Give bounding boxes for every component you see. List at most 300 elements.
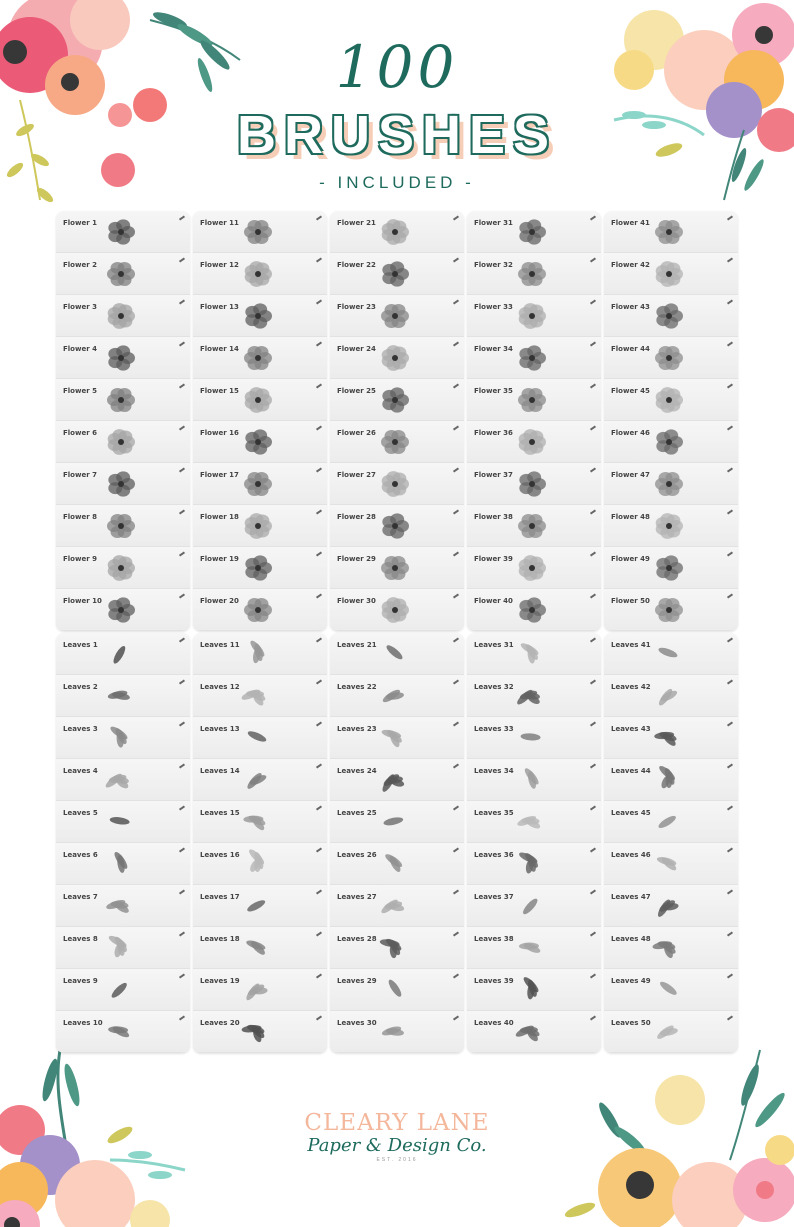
brush-cell[interactable]: [330, 633, 464, 675]
brush-cell[interactable]: [330, 505, 464, 547]
flower-brush-icon: [652, 299, 686, 333]
leaf-brush-icon: [652, 931, 686, 965]
flower-brush-icon: [652, 383, 686, 417]
pencil-icon: [727, 593, 733, 598]
leaf-brush-icon: [378, 763, 412, 797]
leaf-brush-icon: [515, 973, 549, 1007]
brush-label: Flower 43: [611, 303, 650, 311]
brush-cell[interactable]: [330, 379, 464, 421]
leaf-brush-icon: [378, 637, 412, 671]
brush-cell[interactable]: [56, 379, 190, 421]
brush-cell[interactable]: [193, 675, 327, 717]
pencil-icon: [453, 551, 459, 556]
leaf-brush-icon: [378, 931, 412, 965]
brush-label: Leaves 2: [63, 683, 98, 691]
leaf-brush-icon: [515, 1015, 549, 1049]
flower-brush-icon: [241, 425, 275, 459]
leaf-brush-icon: [104, 679, 138, 713]
brush-label: Flower 31: [474, 219, 513, 227]
pencil-icon: [727, 931, 733, 936]
leaf-brush-icon: [241, 931, 275, 965]
flower-brush-icon: [378, 383, 412, 417]
flower-brush-icon: [515, 551, 549, 585]
leaf-brush-icon: [515, 679, 549, 713]
pencil-icon: [453, 847, 459, 852]
pencil-icon: [590, 679, 596, 684]
pencil-icon: [727, 763, 733, 768]
pencil-icon: [453, 257, 459, 262]
pencil-icon: [453, 805, 459, 810]
flowers-panel: [330, 211, 464, 631]
leaf-brush-icon: [652, 973, 686, 1007]
brush-label: Leaves 34: [474, 767, 514, 775]
pencil-icon: [179, 1015, 185, 1020]
leaf-brush-icon: [104, 1015, 138, 1049]
brush-cell[interactable]: [467, 1011, 601, 1053]
brush-cell[interactable]: [604, 1011, 738, 1053]
brush-cell[interactable]: [193, 589, 327, 631]
flower-brush-icon: [241, 215, 275, 249]
brush-label: Flower 22: [337, 261, 376, 269]
header: [0, 0, 794, 205]
pencil-icon: [453, 721, 459, 726]
brush-cell[interactable]: [193, 421, 327, 463]
brush-label: Flower 24: [337, 345, 376, 353]
brush-cell[interactable]: [193, 633, 327, 675]
pencil-icon: [453, 973, 459, 978]
brand-tagline: Paper & Design Co.: [307, 1135, 487, 1156]
brush-cell[interactable]: [467, 801, 601, 843]
pencil-icon: [316, 467, 322, 472]
brush-cell[interactable]: [330, 675, 464, 717]
brush-cell[interactable]: [193, 1011, 327, 1053]
pencil-icon: [453, 763, 459, 768]
brush-cell[interactable]: [467, 675, 601, 717]
brush-label: Flower 26: [337, 429, 376, 437]
brush-cell[interactable]: [467, 547, 601, 589]
brush-cell[interactable]: [330, 843, 464, 885]
brush-cell[interactable]: [467, 843, 601, 885]
brush-cell[interactable]: [193, 463, 327, 505]
brush-cell[interactable]: [330, 969, 464, 1011]
brush-label: Leaves 24: [337, 767, 377, 775]
brush-label: Flower 25: [337, 387, 376, 395]
leaf-brush-icon: [241, 637, 275, 671]
leaf-brush-icon: [652, 847, 686, 881]
brush-cell[interactable]: [330, 211, 464, 253]
brush-label: Leaves 40: [474, 1019, 514, 1027]
brush-label: Flower 4: [63, 345, 97, 353]
brush-label: Leaves 32: [474, 683, 514, 691]
flower-brush-icon: [378, 425, 412, 459]
flower-brush-icon: [104, 215, 138, 249]
pencil-icon: [179, 931, 185, 936]
leaf-brush-icon: [378, 721, 412, 755]
brush-label: Flower 32: [474, 261, 513, 269]
pencil-icon: [316, 679, 322, 684]
brush-cell[interactable]: [467, 463, 601, 505]
brush-cell[interactable]: [56, 927, 190, 969]
leaf-brush-icon: [104, 637, 138, 671]
brush-cell[interactable]: [193, 337, 327, 379]
flower-brush-icon: [378, 593, 412, 627]
flower-brush-icon: [378, 215, 412, 249]
brush-label: Flower 28: [337, 513, 376, 521]
brush-cell[interactable]: [193, 843, 327, 885]
brush-cell[interactable]: [330, 885, 464, 927]
brush-cell[interactable]: [56, 675, 190, 717]
flower-brush-icon: [652, 593, 686, 627]
brush-cell[interactable]: [330, 589, 464, 631]
brush-cell[interactable]: [56, 463, 190, 505]
brush-label: Leaves 19: [200, 977, 240, 985]
brush-label: Leaves 41: [611, 641, 651, 649]
flower-brush-icon: [104, 425, 138, 459]
flowers-panel: [56, 211, 190, 631]
leaf-brush-icon: [652, 679, 686, 713]
brush-cell[interactable]: [193, 969, 327, 1011]
brush-cell[interactable]: [467, 253, 601, 295]
leaf-brush-icon: [104, 973, 138, 1007]
brush-cell[interactable]: [604, 759, 738, 801]
brush-label: Leaves 30: [337, 1019, 377, 1027]
flower-brush-icon: [652, 551, 686, 585]
flower-brush-icon: [652, 341, 686, 375]
brush-label: Flower 29: [337, 555, 376, 563]
brush-cell[interactable]: [193, 295, 327, 337]
brush-cell[interactable]: [56, 547, 190, 589]
brush-label: Flower 39: [474, 555, 513, 563]
brush-cell[interactable]: [467, 295, 601, 337]
brush-cell[interactable]: [56, 253, 190, 295]
flower-brush-icon: [241, 509, 275, 543]
flower-brush-icon: [241, 341, 275, 375]
flower-brush-icon: [241, 551, 275, 585]
pencil-icon: [453, 383, 459, 388]
brush-cell[interactable]: [56, 295, 190, 337]
brush-cell[interactable]: [56, 801, 190, 843]
flowers-panel: [193, 211, 327, 631]
flower-brush-icon: [104, 509, 138, 543]
pencil-icon: [316, 721, 322, 726]
leaf-brush-icon: [104, 847, 138, 881]
brush-label: Leaves 16: [200, 851, 240, 859]
brush-cell[interactable]: [193, 927, 327, 969]
flower-brush-icon: [241, 383, 275, 417]
flower-brush-icon: [515, 425, 549, 459]
brush-cell[interactable]: [330, 337, 464, 379]
pencil-icon: [590, 341, 596, 346]
leaf-brush-icon: [104, 721, 138, 755]
pencil-icon: [590, 931, 596, 936]
brush-label: Flower 46: [611, 429, 650, 437]
brush-cell[interactable]: [604, 969, 738, 1011]
brush-label: Leaves 23: [337, 725, 377, 733]
pencil-icon: [453, 593, 459, 598]
pencil-icon: [590, 889, 596, 894]
pencil-icon: [590, 467, 596, 472]
pencil-icon: [727, 341, 733, 346]
brush-cell[interactable]: [193, 801, 327, 843]
flower-brush-icon: [104, 341, 138, 375]
pencil-icon: [727, 383, 733, 388]
pencil-icon: [590, 593, 596, 598]
brush-cell[interactable]: [193, 253, 327, 295]
flower-brush-icon: [652, 425, 686, 459]
brush-cell[interactable]: [467, 759, 601, 801]
pencil-icon: [590, 721, 596, 726]
brush-cell[interactable]: [604, 253, 738, 295]
pencil-icon: [316, 551, 322, 556]
flower-brush-icon: [104, 551, 138, 585]
pencil-icon: [179, 383, 185, 388]
brush-cell[interactable]: [56, 505, 190, 547]
brush-label: Leaves 3: [63, 725, 98, 733]
brush-cell[interactable]: [193, 505, 327, 547]
pencil-icon: [453, 467, 459, 472]
brush-label: Leaves 21: [337, 641, 377, 649]
brush-cell[interactable]: [604, 885, 738, 927]
brush-cell[interactable]: [330, 801, 464, 843]
pencil-icon: [727, 847, 733, 852]
brush-cell[interactable]: [330, 927, 464, 969]
brush-cell[interactable]: [193, 547, 327, 589]
brush-cell[interactable]: [56, 885, 190, 927]
brush-cell[interactable]: [467, 633, 601, 675]
brush-label: Leaves 42: [611, 683, 651, 691]
leaf-brush-icon: [104, 805, 138, 839]
leaves-panel: [330, 633, 464, 1053]
brush-cell[interactable]: [193, 211, 327, 253]
brush-cell[interactable]: [330, 295, 464, 337]
pencil-icon: [453, 931, 459, 936]
brush-cell[interactable]: [467, 589, 601, 631]
brush-label: Flower 3: [63, 303, 97, 311]
brush-label: Leaves 7: [63, 893, 98, 901]
brush-label: Flower 50: [611, 597, 650, 605]
brush-label: Leaves 38: [474, 935, 514, 943]
brush-label: Flower 42: [611, 261, 650, 269]
flower-brush-icon: [241, 467, 275, 501]
brush-cell[interactable]: [467, 927, 601, 969]
pencil-icon: [590, 215, 596, 220]
brush-cell[interactable]: [193, 759, 327, 801]
pencil-icon: [453, 341, 459, 346]
brush-cell[interactable]: [604, 843, 738, 885]
brush-cell[interactable]: [604, 675, 738, 717]
brush-label: Flower 35: [474, 387, 513, 395]
brush-label: Leaves 9: [63, 977, 98, 985]
pencil-icon: [590, 425, 596, 430]
brush-label: Leaves 15: [200, 809, 240, 817]
flower-brush-icon: [241, 257, 275, 291]
brush-cell[interactable]: [604, 295, 738, 337]
pencil-icon: [727, 299, 733, 304]
brush-label: Leaves 5: [63, 809, 98, 817]
brush-cell[interactable]: [467, 379, 601, 421]
leaf-brush-icon: [241, 679, 275, 713]
brush-label: Flower 45: [611, 387, 650, 395]
pencil-icon: [316, 973, 322, 978]
leaf-brush-icon: [378, 889, 412, 923]
brush-cell[interactable]: [604, 633, 738, 675]
brush-label: Flower 15: [200, 387, 239, 395]
brush-label: Flower 38: [474, 513, 513, 521]
pencil-icon: [590, 847, 596, 852]
brush-label: Leaves 48: [611, 935, 651, 943]
pencil-icon: [316, 889, 322, 894]
pencil-icon: [453, 1015, 459, 1020]
leaf-brush-icon: [378, 973, 412, 1007]
brush-cell[interactable]: [604, 547, 738, 589]
brush-cell[interactable]: [56, 421, 190, 463]
brush-label: Leaves 46: [611, 851, 651, 859]
pencil-icon: [590, 763, 596, 768]
brush-label: Flower 2: [63, 261, 97, 269]
brush-label: Leaves 50: [611, 1019, 651, 1027]
brush-cell[interactable]: [604, 421, 738, 463]
brush-cell[interactable]: [56, 843, 190, 885]
flower-brush-icon: [652, 467, 686, 501]
pencil-icon: [179, 973, 185, 978]
pencil-icon: [316, 341, 322, 346]
flower-brush-icon: [241, 593, 275, 627]
flower-brush-icon: [378, 467, 412, 501]
brush-label: Leaves 12: [200, 683, 240, 691]
brush-cell[interactable]: [56, 969, 190, 1011]
brush-cell[interactable]: [604, 463, 738, 505]
brush-label: Leaves 35: [474, 809, 514, 817]
pencil-icon: [453, 215, 459, 220]
brush-cell[interactable]: [467, 421, 601, 463]
pencil-icon: [316, 509, 322, 514]
brush-label: Leaves 43: [611, 725, 651, 733]
pencil-icon: [179, 721, 185, 726]
pencil-icon: [727, 889, 733, 894]
pencil-icon: [590, 299, 596, 304]
brush-label: Leaves 27: [337, 893, 377, 901]
flower-brush-icon: [378, 341, 412, 375]
pencil-icon: [590, 1015, 596, 1020]
pencil-icon: [316, 1015, 322, 1020]
pencil-icon: [590, 637, 596, 642]
brush-label: Leaves 29: [337, 977, 377, 985]
leaf-brush-icon: [515, 847, 549, 881]
pencil-icon: [179, 467, 185, 472]
brush-label: Flower 7: [63, 471, 97, 479]
brush-count-number: 100: [335, 33, 459, 101]
brush-label: Leaves 28: [337, 935, 377, 943]
leaf-brush-icon: [515, 931, 549, 965]
leaf-brush-icon: [652, 1015, 686, 1049]
brush-cell[interactable]: [604, 211, 738, 253]
brush-cell[interactable]: [56, 633, 190, 675]
brush-cell[interactable]: [330, 463, 464, 505]
brush-cell[interactable]: [604, 589, 738, 631]
brush-cell[interactable]: [604, 337, 738, 379]
brush-cell[interactable]: [330, 717, 464, 759]
brush-label: Leaves 44: [611, 767, 651, 775]
pencil-icon: [590, 383, 596, 388]
brush-cell[interactable]: [604, 927, 738, 969]
brush-label: Flower 21: [337, 219, 376, 227]
brush-label: Flower 20: [200, 597, 239, 605]
brush-cell[interactable]: [56, 717, 190, 759]
brush-cell[interactable]: [604, 801, 738, 843]
brush-cell[interactable]: [604, 717, 738, 759]
brush-cell[interactable]: [467, 337, 601, 379]
leaf-brush-icon: [378, 847, 412, 881]
pencil-icon: [727, 637, 733, 642]
brush-label: Leaves 33: [474, 725, 514, 733]
pencil-icon: [727, 215, 733, 220]
brush-cell[interactable]: [56, 211, 190, 253]
brush-cell[interactable]: [467, 885, 601, 927]
leaf-brush-icon: [378, 1015, 412, 1049]
pencil-icon: [727, 551, 733, 556]
pencil-icon: [179, 299, 185, 304]
brush-label: Flower 18: [200, 513, 239, 521]
flower-brush-icon: [515, 257, 549, 291]
brush-cell[interactable]: [604, 379, 738, 421]
pencil-icon: [179, 509, 185, 514]
brush-label: Leaves 10: [63, 1019, 103, 1027]
brush-label: Flower 27: [337, 471, 376, 479]
leaf-brush-icon: [515, 889, 549, 923]
brush-cell[interactable]: [330, 1011, 464, 1053]
brush-label: Leaves 31: [474, 641, 514, 649]
pencil-icon: [453, 425, 459, 430]
pencil-icon: [727, 973, 733, 978]
brush-cell[interactable]: [467, 969, 601, 1011]
brush-label: Flower 9: [63, 555, 97, 563]
brush-cell[interactable]: [467, 717, 601, 759]
pencil-icon: [727, 467, 733, 472]
brush-label: Flower 1: [63, 219, 97, 227]
brush-cell[interactable]: [193, 885, 327, 927]
brush-cell[interactable]: [56, 589, 190, 631]
brush-label: Flower 44: [611, 345, 650, 353]
brush-cell[interactable]: [330, 547, 464, 589]
brand-logo: [300, 1112, 494, 1163]
leaf-brush-icon: [515, 805, 549, 839]
leaf-brush-icon: [652, 889, 686, 923]
pencil-icon: [316, 805, 322, 810]
flower-brush-icon: [378, 257, 412, 291]
brush-cell[interactable]: [467, 211, 601, 253]
brush-cell[interactable]: [193, 379, 327, 421]
brushes-title: BRUSHES: [236, 105, 558, 165]
brush-cell[interactable]: [467, 505, 601, 547]
pencil-icon: [727, 721, 733, 726]
pencil-icon: [590, 257, 596, 262]
brush-label: Flower 33: [474, 303, 513, 311]
flower-brush-icon: [515, 341, 549, 375]
brush-cell[interactable]: [330, 253, 464, 295]
pencil-icon: [316, 593, 322, 598]
brush-cell[interactable]: [56, 1011, 190, 1053]
brush-cell[interactable]: [56, 337, 190, 379]
brush-label: Leaves 14: [200, 767, 240, 775]
pencil-icon: [727, 679, 733, 684]
brush-cell[interactable]: [193, 717, 327, 759]
brush-cell[interactable]: [330, 421, 464, 463]
brush-cell[interactable]: [330, 759, 464, 801]
brush-cell[interactable]: [56, 759, 190, 801]
leaf-brush-icon: [241, 805, 275, 839]
leaf-brush-icon: [652, 805, 686, 839]
brush-cell[interactable]: [604, 505, 738, 547]
